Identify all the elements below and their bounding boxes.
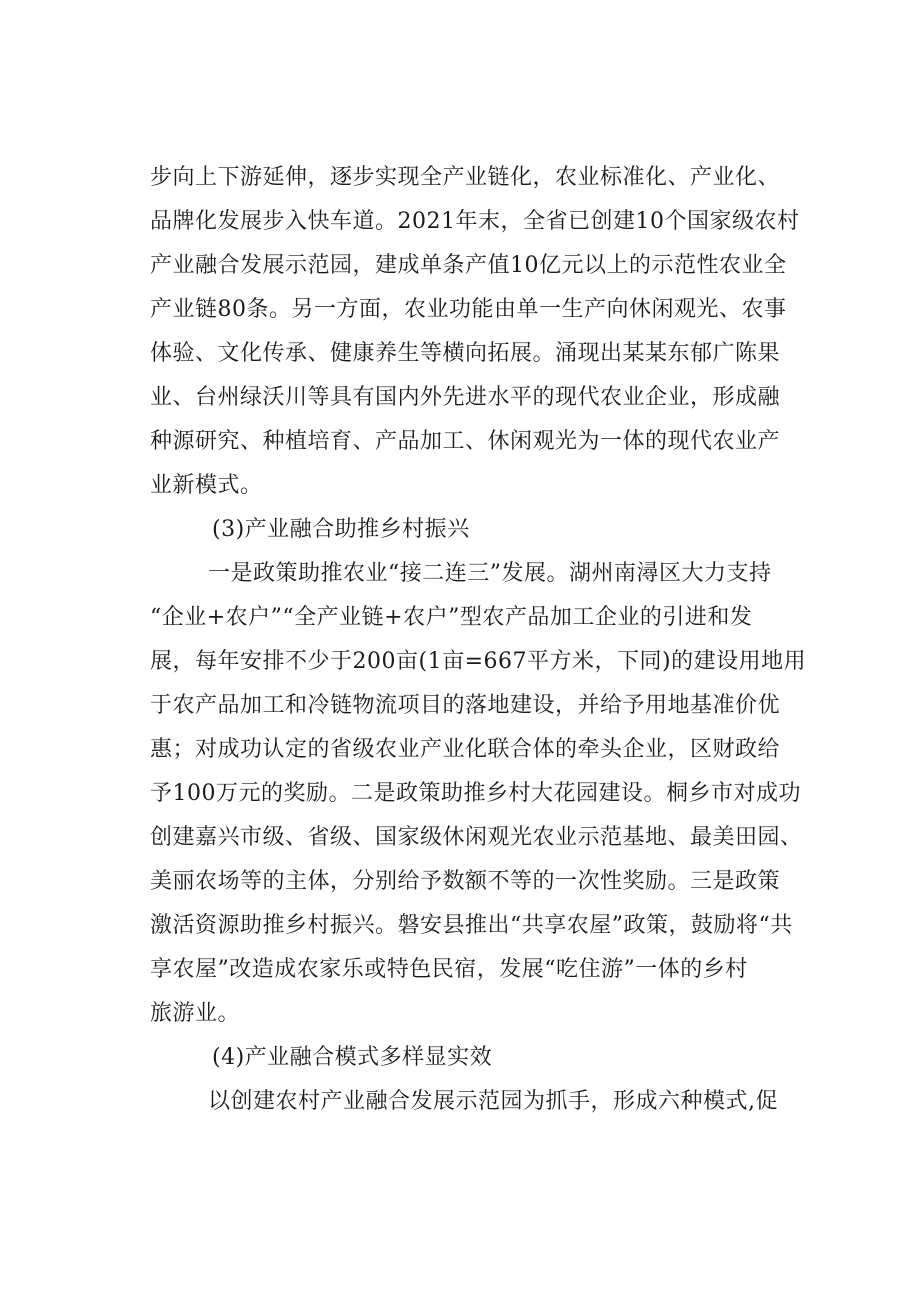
text-line: 产业融合发展示范园，建成单条产值10亿元以上的示范性农业全 [150, 253, 787, 278]
text-line: 展，每年安排不少于200亩(1亩=667平方米，下同)的建设用地用 [150, 649, 807, 674]
text-line: 美丽农场等的主体，分别给予数额不等的一次性奖励。三是政策 [150, 869, 781, 894]
text-line: 种源研究、种植培育、产品加工、休闲观光为一体的现代农业产 [150, 429, 781, 454]
text-line: 惠；对成功认定的省级农业产业化联合体的牵头企业，区财政给 [150, 737, 781, 762]
text-line: 产业链80条。另一方面，农业功能由单一生产向休闲观光、农事 [150, 297, 787, 322]
section-heading: (4)产业融合模式多样显实效 [212, 1045, 493, 1070]
text-line: 于农产品加工和冷链物流项目的落地建设，并给予用地基准价优 [150, 693, 781, 718]
text-line: 享农屋”改造成农家乐或特色民宿，发展“吃住游”一体的乡村 [150, 957, 748, 982]
text-line: 创建嘉兴市级、省级、国家级休闲观光农业示范基地、最美田园、 [150, 825, 803, 850]
text-line: 予100万元的奖励。二是政策助推乡村大花园建设。桐乡市对成功 [150, 781, 801, 806]
text-line: 体验、文化传承、健康养生等横向拓展。涌现出某某东郁广陈果 [150, 341, 781, 366]
text-line: 一是政策助推农业“接二连三”发展。湖州南潯区大力支持 [208, 561, 772, 586]
text-line: 旅游业。 [150, 1001, 241, 1026]
text-line: 激活资源助推乡村振兴。磐安县推出“共享农屋”政策，鼓励将“共 [150, 913, 793, 938]
text-line: 以创建农村产业融合发展示范园为抓手，形成六种模式,促 [208, 1089, 778, 1114]
section-heading: (3)产业融合助推乡村振兴 [212, 517, 470, 542]
text-line: 品牌化发展步入快车道。2021年末，全省已创建10个国家级农村 [150, 209, 800, 234]
text-line: 业、台州绿沃川等具有国内外先进水平的现代农业企业，形成融 [150, 385, 781, 410]
text-line: “企业+农户”“全产业链+农户”型农产品加工企业的引进和发 [150, 605, 753, 630]
text-line: 业新模式。 [150, 473, 263, 498]
text-line: 步向上下游延伸，逐步实现全产业链化，农业标准化、产业化、 [150, 165, 781, 190]
